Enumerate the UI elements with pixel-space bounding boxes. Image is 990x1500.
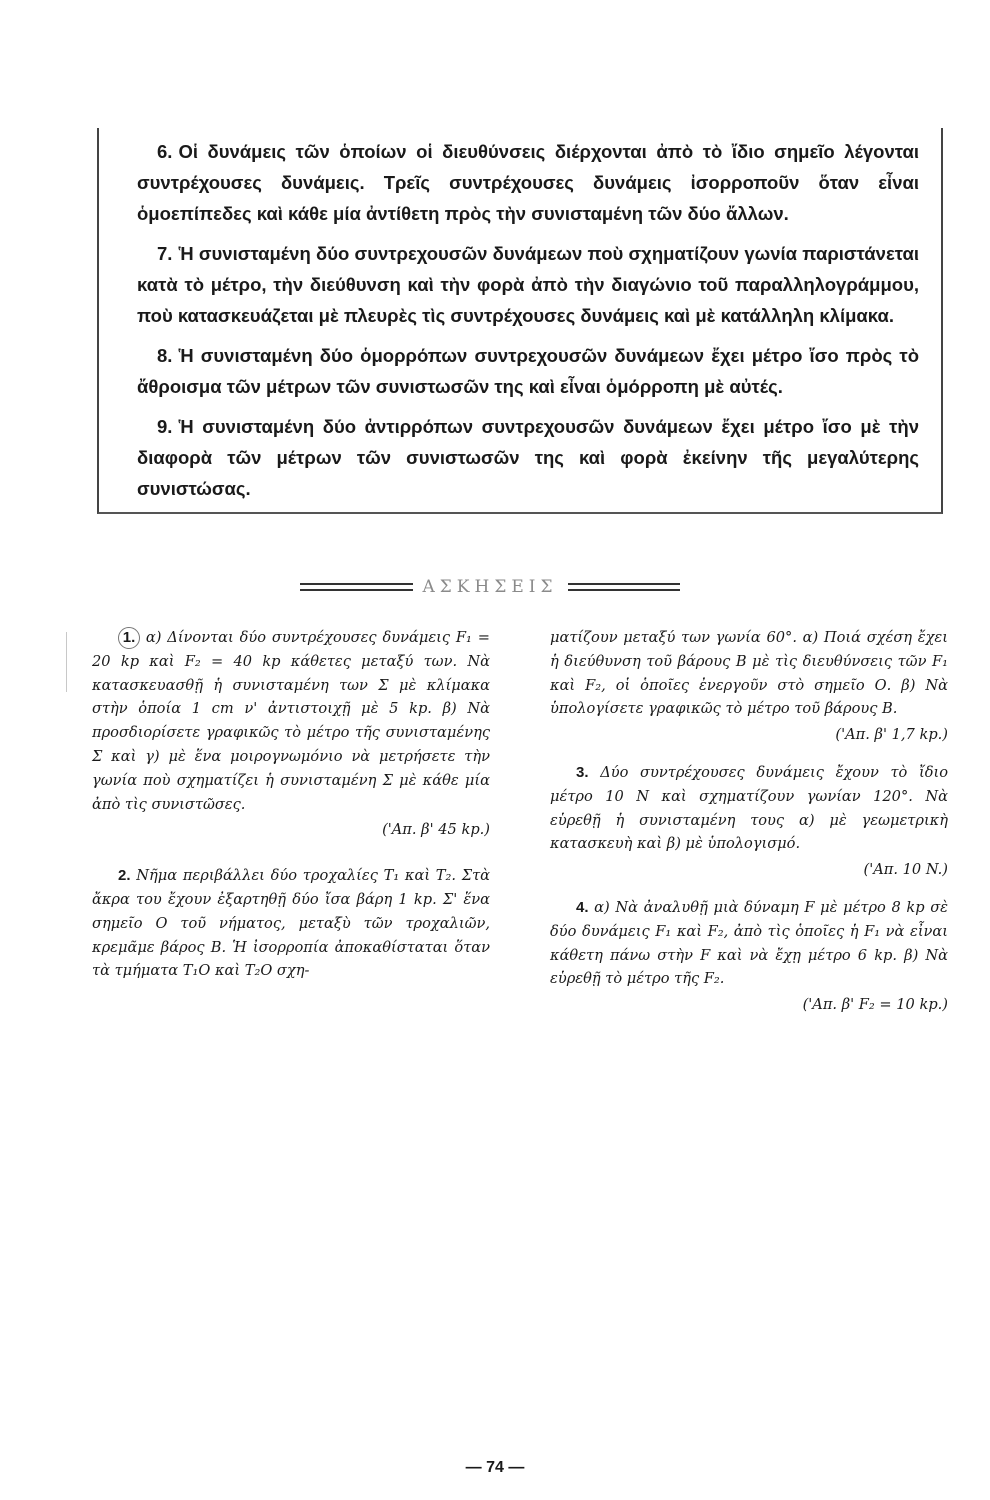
page-number: — 74 — [465, 1459, 525, 1476]
exercises-column-left [92, 626, 490, 983]
exercise-4-answer: ('Απ. β' F₂ = 10 kp.) [802, 996, 948, 1014]
exercise-3 [550, 761, 948, 856]
exercise-3-answer: ('Απ. 10 N.) [863, 861, 948, 879]
exercise-number: 3. [576, 763, 589, 781]
exercise-2-answer: ('Απ. β' 1,7 kp.) [835, 726, 948, 744]
exercise-1 [92, 626, 490, 816]
rule-number: 9. [157, 416, 173, 437]
rule-text: Ἡ συνισταμένη δύο συντρεχουσῶν δυνάμεων ποὺ σχηματίζουν γωνία παριστάνεται κατὰ τὸ μέτρο, τὴν διεύθυνση καὶ τὴν φορὰ ἀπὸ τὴν διαγώνιο τοῦ παραλληλογράμμου, ποὺ κατασκευάζεται μὲ πλευρὲς τὶς συντρέχουσες δυνάμεις καὶ μὲ κατάλληλη κλίμακα. [137, 243, 919, 326]
exercises-column-right [550, 626, 948, 1017]
exercises-title: ΑΣΚΗΣΕΙΣ [422, 577, 558, 597]
exercise-text: α) Δίνονται δύο συντρέχουσες δυνάμεις F₁ = 20 kp καὶ F₂ = 40 kp κάθετες μεταξύ των. Νὰ κατασκευασθῇ ἡ συνισταμένη των Σ μὲ κλίμακα στὴν ὁποία 1 cm ν' ἀντιστοιχῇ μὲ 5 kp. β) Νὰ προσδιορίσετε γραφικῶς τὸ μέτρο τῆς συνισταμένης Σ καὶ γ) μὲ ἕνα μοιρογνωμόνιο νὰ μετρήσετε τὴν γωνία ποὺ σχηματίζει ἡ συνισταμένη Σ μὲ κάθε μία ἀπὸ τὶς συνιστῶσες. [92, 629, 490, 813]
header-rule-left [300, 583, 413, 591]
rule-text: Οἱ δυνάμεις τῶν ὁποίων οἱ διευθύνσεις διέρχονται ἀπὸ τὸ ἴδιο σημεῖο λέγονται συντρέχουσες δυνάμεις. Τρεῖς συντρέχουσες δυνάμεις ἰσορροποῦν ὅταν εἶναι ὁμοεπίπεδες καὶ κάθε μία ἀντίθετη πρὸς τὴν συνισταμένη τῶν δύο ἄλλων. [137, 141, 919, 224]
scan-edge-mark [66, 632, 67, 692]
rule-text: Ἡ συνισταμένη δύο ἀντιρρόπων συντρεχουσῶν δυνάμεων ἔχει μέτρο ἴσο μὲ τὴν διαφορὰ τῶν μέτρων τῶν συνιστωσῶν της καὶ φορὰ ἐκείνην τῆς μεγαλύτερης συνιστώσας. [137, 416, 919, 499]
rule-text: Ἡ συνισταμένη δύο ὁμορρόπων συντρεχουσῶν δυνάμεων ἔχει μέτρο ἴσο πρὸς τὸ ἄθροισμα τῶν μέτρων τῶν συνιστωσῶν της καὶ εἶναι ὁμόρροπη μὲ αὐτές. [137, 345, 919, 397]
exercise-number: 2. [118, 867, 131, 885]
header-rule-right [568, 583, 681, 591]
rule-9 [137, 411, 919, 504]
rule-number: 6. [157, 141, 173, 162]
exercise-text: Δύο συντρέχουσες δυνάμεις ἔχουν τὸ ἴδιο μέτρο 10 N καὶ σχηματίζουν γωνίαν 120°. Νὰ εὑρεθῇ ἡ συνισταμένη τους α) μὲ γεωμετρικὴ κατασκευὴ καὶ β) μὲ ὑπολογισμό. [550, 763, 949, 853]
exercise-number: 4. [576, 898, 589, 916]
rule-8 [137, 340, 919, 402]
exercise-text: ματίζουν μεταξύ των γωνία 60°. α) Ποιά σχέση ἔχει ἡ διεύθυνση τοῦ βάρους Β μὲ τὶς διευθύνσεις τῶν F₁ καὶ F₂, οἱ ὁποῖες ἐνεργοῦν στὸ σημεῖο Ο. β) Νὰ ὑπολογίσετε γραφικῶς τὸ μέτρο τοῦ βάρους Β. [550, 629, 948, 718]
exercise-text: Νῆμα περιβάλλει δύο τροχαλίες T₁ καὶ T₂. Στὰ ἄκρα του ἔχουν ἐξαρτηθῇ δύο ἴσα βάρη 1 kp. Σ' ἕνα σημεῖο Ο τοῦ νήματος, μεταξὺ τῶν τροχαλιῶν, κρεμᾶμε βάρος Β. Ἡ ἰσορροπία ἀποκαθίσταται ὅταν τὰ τμήματα T₁O καὶ T₂O σχη- [92, 867, 491, 980]
exercise-2 [92, 864, 490, 983]
rule-7 [137, 238, 919, 331]
rule-number: 7. [157, 243, 173, 264]
exercise-4 [550, 896, 948, 991]
exercise-2-continued [550, 626, 948, 721]
exercises-header [300, 577, 680, 597]
exercise-text: α) Νὰ ἀναλυθῇ μιὰ δύναμη F μὲ μέτρο 8 kp σὲ δύο δυνάμεις F₁ καὶ F₂, ἀπὸ τὶς ὁποῖες ἡ F₁ νὰ εἶναι κάθετη πάνω στὴν F καὶ νὰ ἔχῃ μέτρο 6 kp. β) Νὰ εὑρεθῇ τὸ μέτρο τῆς F₂. [550, 898, 949, 988]
rule-number: 8. [157, 345, 173, 366]
summary-box [97, 128, 943, 514]
rule-6 [137, 136, 919, 229]
exercise-number: 1. [118, 627, 140, 649]
exercise-1-answer: ('Απ. β' 45 kp.) [382, 821, 490, 839]
